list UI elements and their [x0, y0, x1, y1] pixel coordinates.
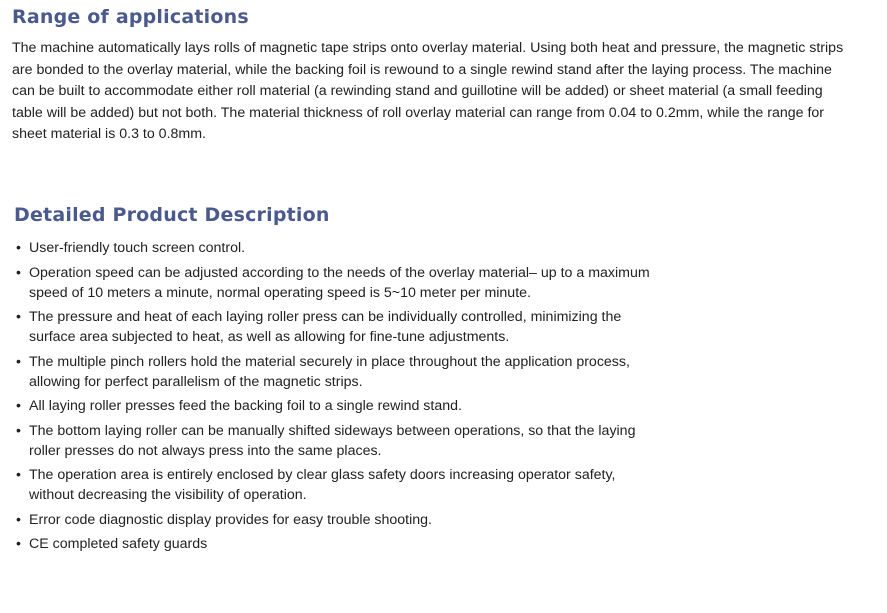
- bullet-icon: •: [16, 309, 21, 325]
- feature-text: The multiple pinch rollers hold the material securely in place throughout the application process, allowing for perfect parallelism of the magnetic strips.: [29, 353, 630, 390]
- feature-item: [16, 238, 656, 258]
- bullet-icon: •: [16, 422, 21, 439]
- feature-text: Error code diagnostic display provides for easy trouble shooting.: [29, 511, 432, 528]
- feature-item: [16, 510, 656, 530]
- feature-item: [16, 421, 656, 461]
- feature-list: [16, 238, 656, 559]
- bullet-icon: •: [16, 353, 21, 370]
- feature-item: [16, 352, 656, 392]
- bullet-icon: •: [16, 536, 21, 552]
- feature-text: User-friendly touch screen control.: [29, 240, 246, 256]
- feature-item: [16, 534, 656, 554]
- bullet-icon: •: [16, 264, 21, 281]
- feature-item: [16, 465, 656, 505]
- feature-text: The operation area is entirely enclosed by clear glass safety doors increasing operator safety, without decreasing the visibility of operation.: [29, 467, 616, 503]
- bullet-icon: •: [16, 467, 21, 483]
- bullet-icon: •: [16, 511, 21, 528]
- feature-item: [16, 263, 656, 303]
- range-of-applications-heading: Range of applications: [12, 6, 249, 28]
- feature-text: CE completed safety guards: [29, 536, 208, 552]
- detailed-product-description-heading: Detailed Product Description: [14, 204, 330, 226]
- feature-item: [16, 396, 656, 416]
- feature-item: [16, 307, 656, 347]
- bullet-icon: •: [16, 398, 21, 414]
- feature-text: Operation speed can be adjusted according to the needs of the overlay material– up to a maximum speed of 10 meters a minute, normal operating speed is 5~10 meter per minute.: [29, 264, 650, 301]
- range-of-applications-paragraph: The machine automatically lays rolls of magnetic tape strips onto overlay material. Using both heat and pressure, the magnetic strips are bonded to the overlay material, while the backing foil is rewound to a single rewind stand after the laying process. The machine can be built to accommodate either roll material (a rewinding stand and guillotine will be added) or sheet material (a small feeding table will be added) but not both. The material thickness of roll overlay material can range from 0.04 to 0.2mm, while the range for sheet material is 0.3 to 0.8mm.: [12, 40, 844, 142]
- feature-text: The bottom laying roller can be manually shifted sideways between operations, so that the laying roller presses do not always press into the same places.: [29, 422, 636, 459]
- bullet-icon: •: [16, 240, 21, 256]
- feature-text: All laying roller presses feed the backing foil to a single rewind stand.: [29, 398, 462, 414]
- feature-text: The pressure and heat of each laying roller press can be individually controlled, minimizing the surface area subjected to heat, as well as allowing for fine-tune adjustments.: [29, 309, 622, 345]
